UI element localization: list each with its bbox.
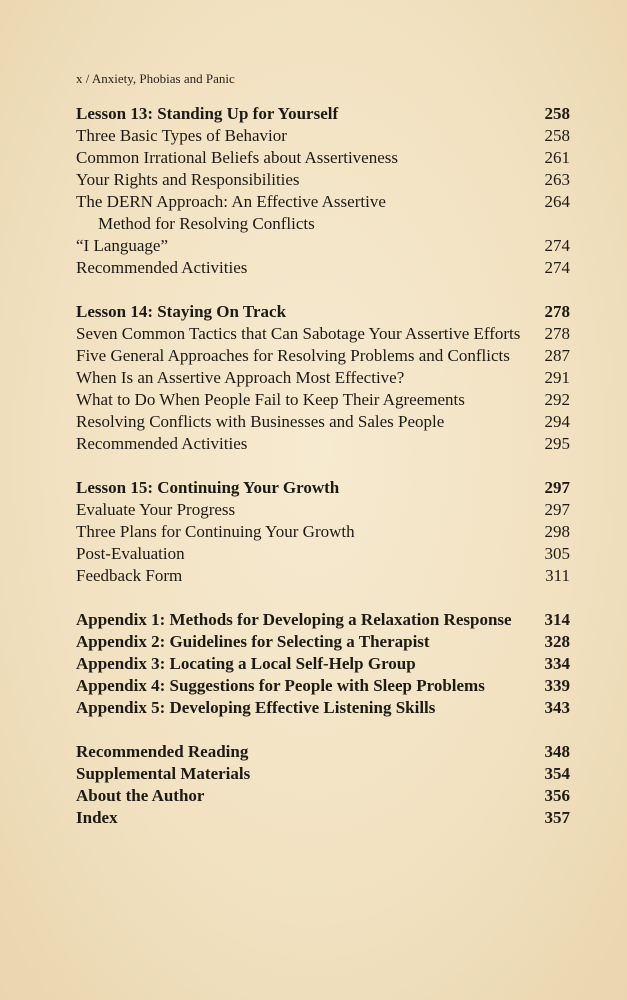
toc-entry (76, 543, 570, 565)
toc-entry (76, 367, 570, 389)
toc-entry-page-number: 305 (544, 544, 570, 563)
toc-entry-page-number: 328 (544, 632, 570, 651)
toc-entry-title: Post-Evaluation (76, 544, 185, 563)
table-of-contents (76, 103, 570, 851)
toc-entry-page-number: 295 (544, 434, 570, 453)
toc-section (76, 103, 570, 279)
toc-heading-entry (76, 741, 570, 763)
toc-entry-page-number: 274 (544, 236, 570, 255)
toc-entry (76, 257, 570, 279)
toc-entry (76, 147, 570, 169)
toc-entry-title: Five General Approaches for Resolving Problems and Conflicts (76, 346, 510, 365)
toc-heading-entry (76, 807, 570, 829)
toc-entry-title: Three Plans for Continuing Your Growth (76, 522, 355, 541)
toc-entry-page-number: 334 (544, 654, 570, 673)
running-head: x / Anxiety, Phobias and Panic (76, 71, 235, 86)
toc-entry-title: Evaluate Your Progress (76, 500, 236, 519)
toc-entry-title: Appendix 1: Methods for Developing a Relaxation Response (76, 610, 512, 629)
toc-entry (76, 565, 570, 587)
toc-heading-entry (76, 103, 570, 125)
toc-entry (76, 125, 570, 147)
toc-entry-title: Recommended Activities (76, 434, 248, 453)
toc-entry-title: About the Author (76, 786, 205, 805)
toc-entry-page-number: 298 (544, 522, 570, 541)
toc-section (76, 301, 570, 455)
toc-entry-page-number: 294 (544, 412, 570, 431)
toc-entry-page-number: 314 (544, 610, 570, 629)
toc-entry-title: Three Basic Types of Behavior (76, 126, 287, 145)
toc-entry-page-number: 263 (544, 170, 570, 189)
toc-entry-title: Appendix 2: Guidelines for Selecting a Therapist (76, 632, 430, 651)
toc-entry (76, 411, 570, 433)
toc-entry-title: Index (76, 808, 118, 827)
toc-entry (76, 191, 570, 213)
toc-section (76, 741, 570, 829)
toc-entry-page-number: 292 (544, 390, 570, 409)
toc-entry (76, 235, 570, 257)
toc-heading-entry (76, 609, 570, 631)
toc-entry (76, 433, 570, 455)
toc-entry-page-number: 258 (544, 104, 570, 123)
toc-heading-entry (76, 653, 570, 675)
toc-heading-entry (76, 697, 570, 719)
toc-entry-page-number: 258 (544, 126, 570, 145)
toc-entry-title: Common Irrational Beliefs about Assertiveness (76, 148, 398, 167)
toc-entry-page-number: 354 (544, 764, 570, 783)
toc-entry-page-number: 278 (544, 324, 570, 343)
toc-entry-page-number: 311 (545, 566, 570, 585)
toc-entry-title: Feedback Form (76, 566, 183, 585)
toc-entry-page-number: 274 (544, 258, 570, 277)
toc-entry-page-number: 297 (544, 478, 570, 497)
toc-heading-entry (76, 477, 570, 499)
toc-entry-title: “I Language” (76, 236, 169, 255)
toc-entry (76, 499, 570, 521)
toc-entry-title: Appendix 4: Suggestions for People with Sleep Problems (76, 676, 485, 695)
toc-entry (76, 169, 570, 191)
toc-entry-page-number: 356 (544, 786, 570, 805)
toc-heading-entry (76, 301, 570, 323)
toc-section (76, 609, 570, 719)
toc-entry-title: Lesson 15: Continuing Your Growth (76, 478, 340, 497)
toc-entry-page-number: 348 (544, 742, 570, 761)
toc-entry-page-number: 278 (544, 302, 570, 321)
toc-entry (76, 213, 570, 235)
toc-entry (76, 345, 570, 367)
toc-entry-title: Lesson 14: Staying On Track (76, 302, 287, 321)
toc-entry-title: Appendix 5: Developing Effective Listening Skills (76, 698, 436, 717)
toc-entry-page-number: 261 (544, 148, 570, 167)
toc-entry-title: Method for Resolving Conflicts (98, 214, 315, 233)
toc-entry-title: Seven Common Tactics that Can Sabotage Your Assertive Efforts (76, 324, 521, 343)
toc-entry (76, 389, 570, 411)
toc-entry-title: Appendix 3: Locating a Local Self-Help Group (76, 654, 416, 673)
toc-entry-title: Your Rights and Responsibilities (76, 170, 300, 189)
toc-entry-title: What to Do When People Fail to Keep Their Agreements (76, 390, 465, 409)
toc-entry-page-number: 339 (544, 676, 570, 695)
toc-heading-entry (76, 675, 570, 697)
toc-heading-entry (76, 631, 570, 653)
toc-entry-title: Recommended Activities (76, 258, 248, 277)
toc-entry-title: Supplemental Materials (76, 764, 251, 783)
toc-entry-title: Recommended Reading (76, 742, 249, 761)
toc-entry-page-number: 287 (544, 346, 570, 365)
toc-entry-title: When Is an Assertive Approach Most Effective? (76, 368, 405, 387)
toc-entry-page-number: 264 (544, 192, 570, 211)
toc-heading-entry (76, 763, 570, 785)
toc-entry-title: Lesson 13: Standing Up for Yourself (76, 104, 339, 123)
toc-entry-page-number: 297 (544, 500, 570, 519)
toc-entry (76, 323, 570, 345)
toc-section (76, 477, 570, 587)
toc-heading-entry (76, 785, 570, 807)
toc-entry-page-number: 357 (544, 808, 570, 827)
toc-entry-title: The DERN Approach: An Effective Assertive (76, 192, 386, 211)
toc-entry-page-number: 291 (544, 368, 570, 387)
toc-entry (76, 521, 570, 543)
toc-entry-page-number: 343 (544, 698, 570, 717)
toc-entry-title: Resolving Conflicts with Businesses and Sales People (76, 412, 445, 431)
